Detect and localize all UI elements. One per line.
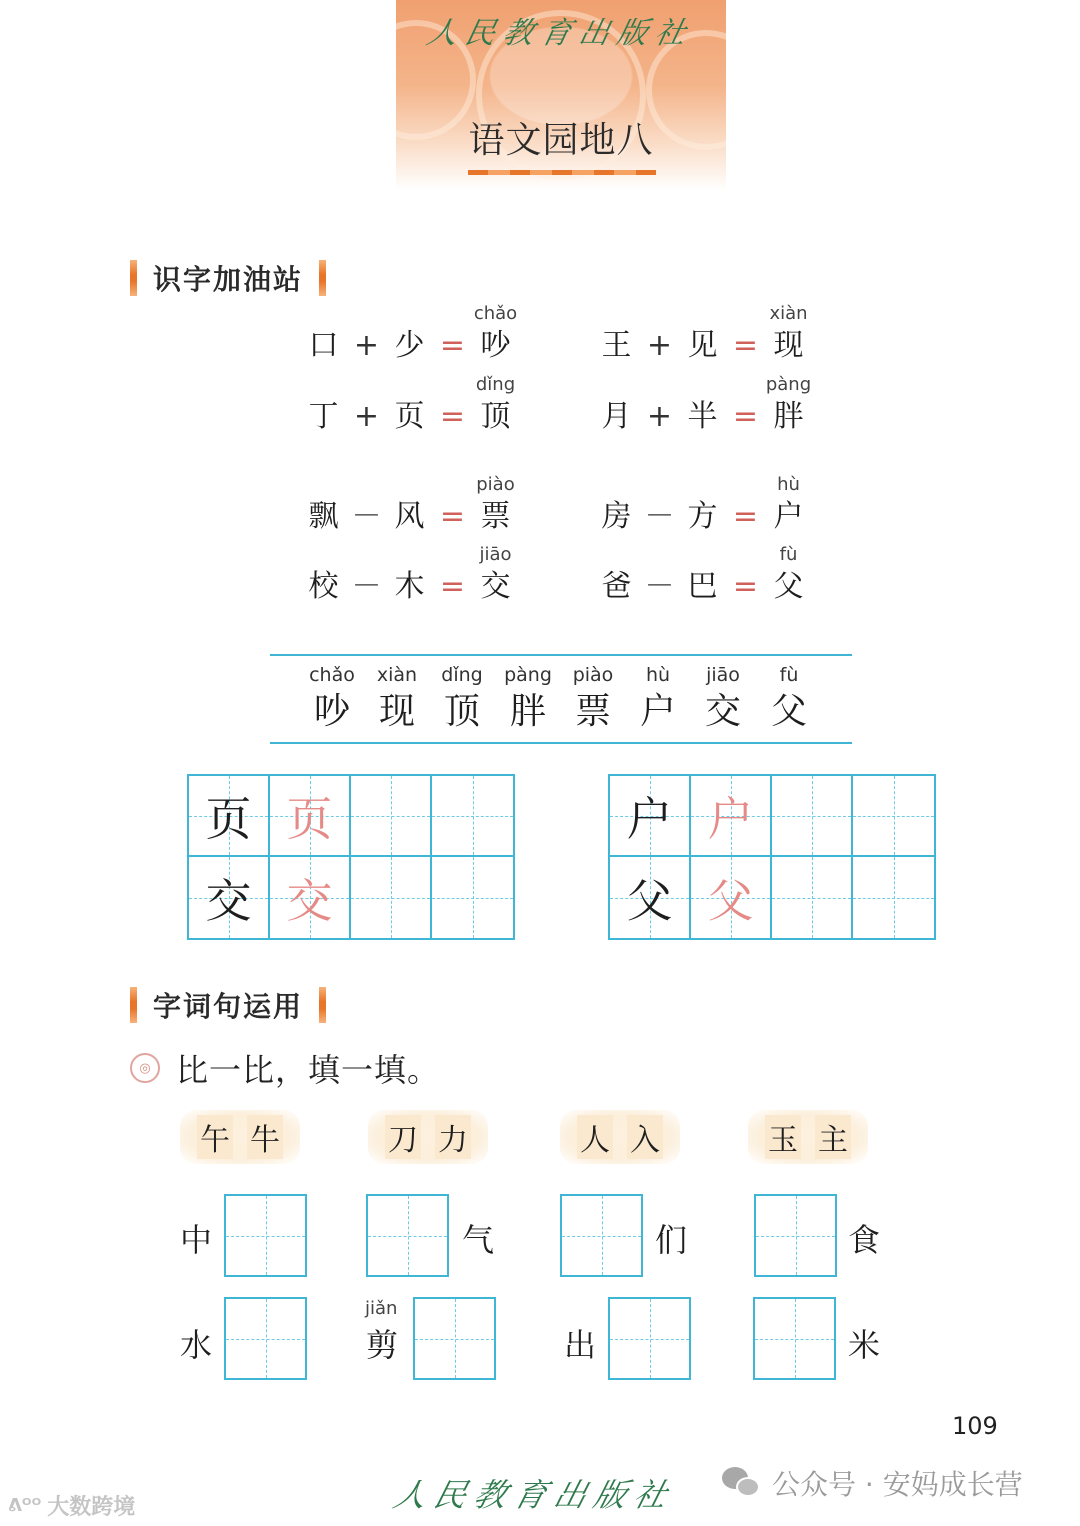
component-a: 王 xyxy=(601,328,632,363)
grid-cell-model xyxy=(189,857,270,938)
grid-cell-empty[interactable] xyxy=(432,776,513,857)
new-characters-strip xyxy=(270,654,852,744)
fill-box[interactable] xyxy=(753,1297,836,1380)
pinyin: piào xyxy=(572,664,614,686)
component-a: 飘 xyxy=(308,499,339,534)
watermark-logo-icon: ᕕᴼᴼ xyxy=(8,1495,42,1516)
strip-word xyxy=(367,664,427,734)
hanzi: 吵 xyxy=(313,691,350,732)
context-char: 水 xyxy=(180,1326,213,1364)
pair-char-a: 午 xyxy=(197,1115,233,1159)
publisher-logo: 人民教育出版社 xyxy=(423,16,697,51)
fill-box[interactable] xyxy=(608,1297,691,1380)
strip-word xyxy=(563,664,623,734)
equation-row xyxy=(595,537,810,607)
hanzi: 胖 xyxy=(509,691,546,732)
pair-char-a: 人 xyxy=(577,1115,613,1159)
grid-cell-model xyxy=(189,776,270,857)
grid-cell-trace[interactable] xyxy=(691,857,772,938)
heading-bar-right xyxy=(319,987,326,1023)
model-char: 页 xyxy=(205,791,252,846)
operator: + xyxy=(646,399,673,434)
result-char xyxy=(767,544,810,607)
pinyin: chǎo xyxy=(309,664,355,686)
result-char xyxy=(473,303,518,366)
component-a: 丁 xyxy=(308,399,339,434)
model-char: 户 xyxy=(626,791,673,846)
pair-char-a: 玉 xyxy=(765,1115,801,1159)
exercise-instruction xyxy=(130,1045,440,1091)
component-a: 爸 xyxy=(601,569,632,604)
operator: + xyxy=(353,399,380,434)
equals-sign: = xyxy=(732,328,759,363)
wechat-icon xyxy=(722,1467,762,1499)
result-char xyxy=(474,544,517,607)
char-pair xyxy=(748,1110,868,1164)
context-char: 出 xyxy=(564,1326,597,1364)
result-char xyxy=(765,374,812,437)
component-b: 少 xyxy=(394,328,425,363)
pinyin: dǐng xyxy=(475,374,516,395)
writing-grid-left xyxy=(187,774,515,940)
watermark-text: 公众号 · 安妈成长营 xyxy=(772,1468,1023,1501)
fill-box[interactable] xyxy=(754,1194,837,1277)
heading-bar-right xyxy=(319,260,326,296)
equals-sign: = xyxy=(439,569,466,604)
grid-cell-trace[interactable] xyxy=(270,776,351,857)
pair-char-b: 力 xyxy=(435,1115,471,1159)
pinyin: piào xyxy=(476,474,515,495)
section-heading-literacy xyxy=(130,258,326,298)
context-char: 们 xyxy=(655,1221,688,1259)
pinyin: fù xyxy=(779,544,798,565)
fill-box[interactable] xyxy=(560,1194,643,1277)
component-b: 木 xyxy=(394,569,425,604)
equation-row xyxy=(595,367,810,437)
result-char xyxy=(767,303,810,366)
trace-char: 父 xyxy=(707,873,754,928)
equals-sign: = xyxy=(439,399,466,434)
seal-icon: ◎ xyxy=(130,1053,160,1083)
trace-char: 页 xyxy=(286,791,333,846)
equals-sign: = xyxy=(439,328,466,363)
watermark2-text: 大数跨境 xyxy=(47,1495,136,1520)
pinyin: hù xyxy=(777,474,800,495)
pinyin: jiǎn xyxy=(365,1298,398,1319)
result-hanzi: 顶 xyxy=(480,399,511,434)
pair-char-b: 牛 xyxy=(247,1115,283,1159)
pinyin: xiàn xyxy=(376,664,418,686)
trace-char: 户 xyxy=(707,791,754,846)
grid-cell-empty[interactable] xyxy=(351,776,432,857)
result-hanzi: 吵 xyxy=(480,328,511,363)
strip-word xyxy=(432,664,492,734)
strip-word xyxy=(628,664,688,734)
pinyin: pàng xyxy=(504,664,552,686)
operator: － xyxy=(644,569,675,604)
wechat-watermark xyxy=(722,1463,1023,1503)
grid-cell-trace[interactable] xyxy=(691,776,772,857)
pinyin: hù xyxy=(645,664,671,686)
grid-cell-model xyxy=(610,857,691,938)
pair-char-b: 主 xyxy=(815,1115,851,1159)
hanzi: 户 xyxy=(639,691,676,732)
result-hanzi: 现 xyxy=(773,328,804,363)
component-a: 校 xyxy=(308,569,339,604)
component-a: 口 xyxy=(308,328,339,363)
component-b: 半 xyxy=(687,399,718,434)
hanzi: 交 xyxy=(704,691,741,732)
pinyin: jiāo xyxy=(706,664,740,686)
section-heading-label: 字词句运用 xyxy=(153,990,304,1023)
grid-cell-model xyxy=(610,776,691,857)
result-hanzi: 交 xyxy=(480,569,511,604)
equals-sign: = xyxy=(732,569,759,604)
grid-cell-trace[interactable] xyxy=(270,857,351,938)
grid-cell-empty[interactable] xyxy=(853,776,934,857)
result-char xyxy=(767,474,810,537)
context-char: 米 xyxy=(848,1326,881,1364)
grid-cell-empty[interactable] xyxy=(853,857,934,938)
title-underline xyxy=(468,170,656,175)
result-hanzi: 父 xyxy=(773,569,804,604)
result-char xyxy=(474,374,517,437)
heading-bar-left xyxy=(130,260,137,296)
component-b: 页 xyxy=(394,399,425,434)
hanzi: 顶 xyxy=(443,691,480,732)
hanzi: 父 xyxy=(770,691,807,732)
footer-publisher-logo: 人民教育出版社 xyxy=(389,1476,680,1514)
strip-word xyxy=(759,664,819,734)
context-char: 中 xyxy=(180,1221,213,1259)
pinyin: chǎo xyxy=(473,303,518,324)
fill-box[interactable] xyxy=(413,1297,496,1380)
pair-char-a: 刀 xyxy=(385,1115,421,1159)
grid-cell-empty[interactable] xyxy=(432,857,513,938)
strip-word xyxy=(693,664,753,734)
model-char: 交 xyxy=(205,873,252,928)
pair-char-b: 入 xyxy=(627,1115,663,1159)
pinyin: fù xyxy=(779,664,799,686)
writing-grid-right xyxy=(608,774,936,940)
equation-row xyxy=(302,296,517,366)
strip-word xyxy=(498,664,558,734)
pinyin: dǐng xyxy=(441,664,483,686)
operator: － xyxy=(351,499,382,534)
equation-row xyxy=(302,367,517,437)
fill-box[interactable] xyxy=(366,1194,449,1277)
operator: + xyxy=(646,328,673,363)
equation-row xyxy=(595,467,810,537)
model-char: 父 xyxy=(626,873,673,928)
equals-sign: = xyxy=(732,399,759,434)
pinyin: pàng xyxy=(765,374,812,395)
equation-row xyxy=(595,296,810,366)
operator: － xyxy=(351,569,382,604)
component-a: 月 xyxy=(601,399,632,434)
operator: + xyxy=(353,328,380,363)
grid-cell-empty[interactable] xyxy=(772,857,853,938)
hanzi: 现 xyxy=(378,691,415,732)
component-b: 风 xyxy=(394,499,425,534)
instruction-text: 比一比，填一填。 xyxy=(176,1051,441,1089)
component-a: 房 xyxy=(601,499,632,534)
grid-cell-empty[interactable] xyxy=(772,776,853,857)
component-b: 见 xyxy=(687,328,718,363)
char-pair xyxy=(560,1110,680,1164)
equals-sign: = xyxy=(439,499,466,534)
equation-row xyxy=(302,537,517,607)
char-pair xyxy=(180,1110,300,1164)
pinyin: xiàn xyxy=(769,303,808,324)
operator: － xyxy=(644,499,675,534)
hanzi: 票 xyxy=(574,691,611,732)
context-char: 剪 xyxy=(366,1326,399,1364)
corner-watermark xyxy=(8,1490,135,1521)
grid-cell-empty[interactable] xyxy=(351,857,432,938)
section-heading-word-use xyxy=(130,985,326,1025)
result-hanzi: 胖 xyxy=(773,399,804,434)
result-hanzi: 票 xyxy=(480,499,511,534)
fill-box[interactable] xyxy=(224,1194,307,1277)
trace-char: 交 xyxy=(286,873,333,928)
fill-box[interactable] xyxy=(224,1297,307,1380)
pinyin: jiāo xyxy=(479,544,512,565)
chapter-banner xyxy=(396,0,726,190)
chapter-title: 语文园地八 xyxy=(468,120,654,161)
page-number: 109 xyxy=(952,1412,998,1440)
equation-row xyxy=(302,467,517,537)
section-heading-label: 识字加油站 xyxy=(153,263,304,296)
context-char: 气 xyxy=(462,1221,495,1259)
equals-sign: = xyxy=(732,499,759,534)
result-hanzi: 户 xyxy=(773,499,804,534)
char-pair xyxy=(368,1110,488,1164)
strip-word xyxy=(302,664,362,734)
result-char xyxy=(474,474,517,537)
component-b: 巴 xyxy=(687,569,718,604)
component-b: 方 xyxy=(687,499,718,534)
context-char: 食 xyxy=(848,1221,881,1259)
heading-bar-left xyxy=(130,987,137,1023)
